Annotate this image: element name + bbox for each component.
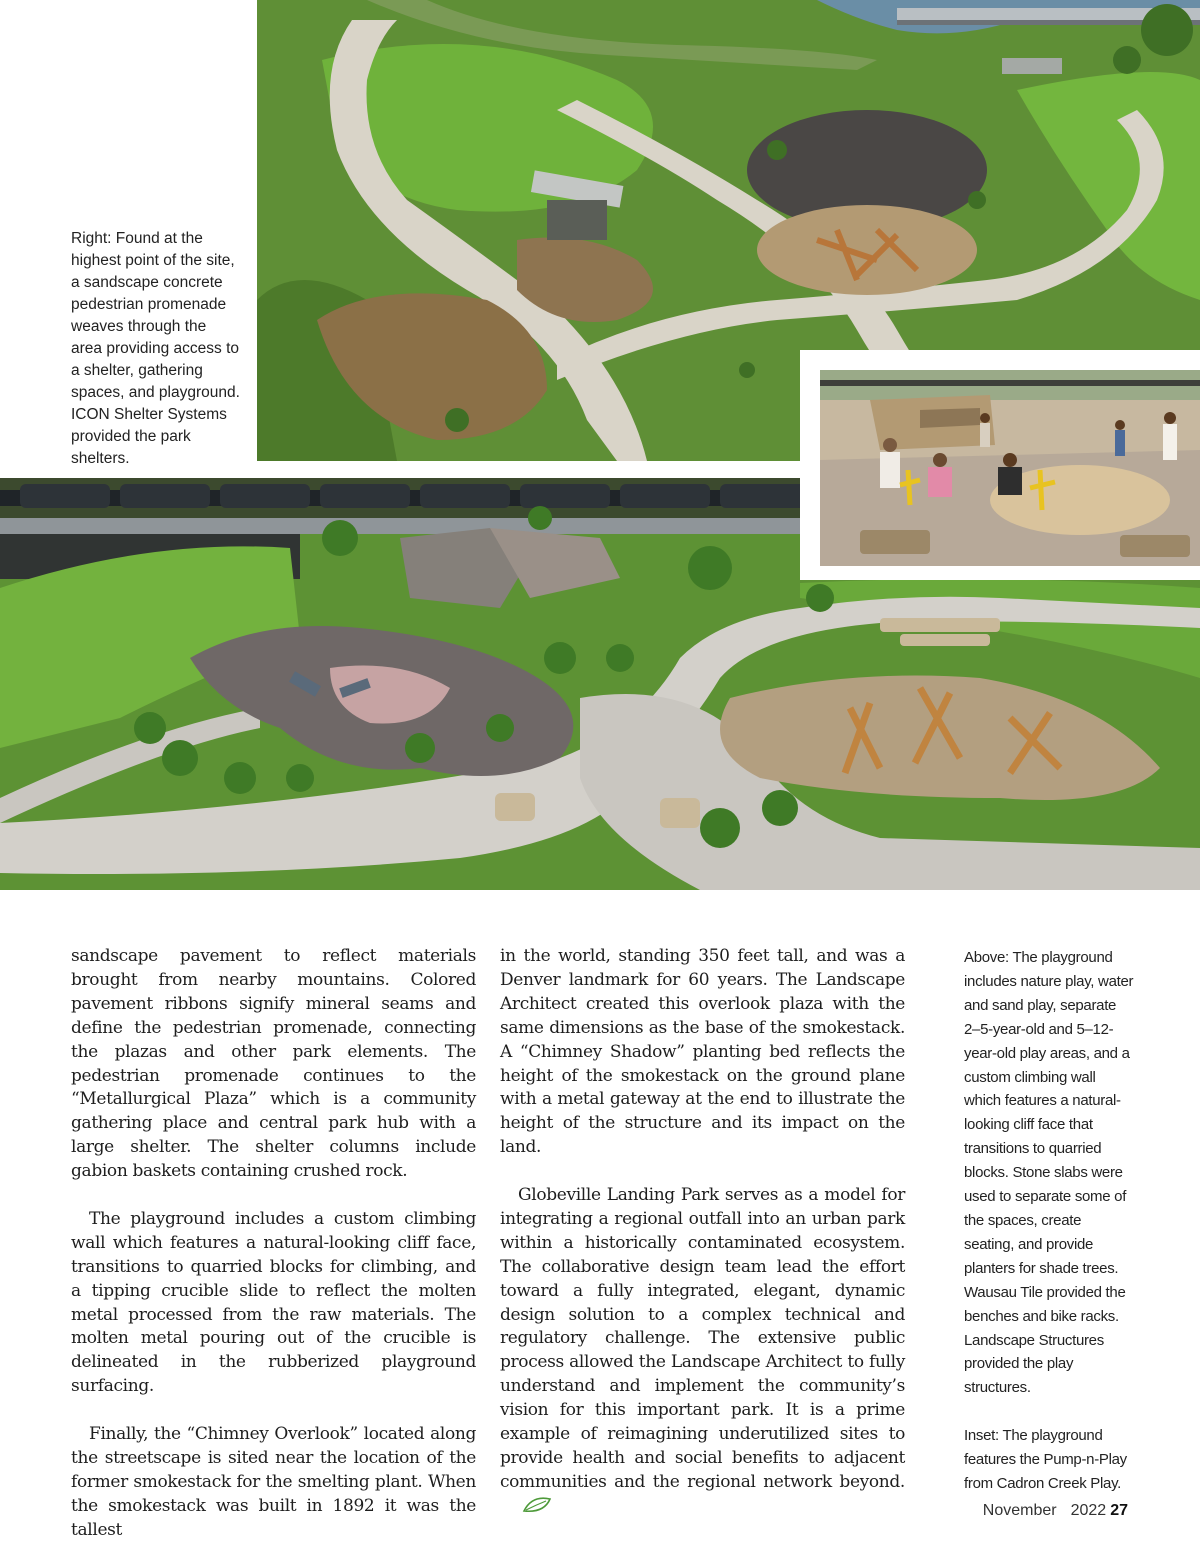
above-photo-caption: Above: The playground includes nature play, water and sand play, separate 2–5-year-old and 5–12-year-old play areas, and a custom climbing wall which features a natural-looking cliff face that transitions to quarried blocks. Stone slabs were used to separate some of the spaces, create seating, and provide planters for shade trees. Wausau Tile provided the benches and bike racks. Landscape Structures provided the play structures. (964, 949, 1134, 1397)
body-paragraph-final (500, 1184, 905, 1521)
body-paragraph: sandscape pavement to reflect materials brought from nearby mountains. Colored pavement ribbons signify mineral seams and define the pedestrian promenade, connecting the plazas and other park elements. The pedestrian promenade continues to the “Metallurgical Plaza” which is a community gathering place and central park hub with a large shelter. The shelter columns include gabion baskets containing crushed rock. (71, 946, 476, 1182)
side-caption (964, 946, 1134, 1520)
page-folio (983, 1502, 1128, 1520)
body-paragraph: in the world, standing 350 feet tall, and was a Denver landmark for 60 years. The Landscape Architect created this overlook plaza with the same dimensions as the base of the smokestack. A “Chimney Shadow” planting bed reflects the height of the smokestack on the ground plane with a metal gateway at the end to illustrate the height of the structure and its impact on the land. (500, 946, 905, 1158)
page-number: 27 (1110, 1502, 1128, 1519)
body-paragraph: Finally, the “Chimney Overlook” located along the streetscape is sited near the location of the former smokestack for the smelting plant. When the smokestack was built in 1892 it was the tallest (71, 1424, 476, 1540)
inset-photo-caption: Inset: The playground features the Pump-n-Play from Cadron Creek Play. (964, 1427, 1127, 1492)
inset-photo (800, 350, 1200, 580)
folio-month: November (982, 1502, 1057, 1519)
leaf-icon (504, 1497, 552, 1521)
top-photo-caption: Right: Found at the highest point of the site, a sandscape concrete pedestrian promenade weaves through the area providing access to a shelter, gathering spaces, and playground. ICON Shelter Systems provided the park shelters. (71, 230, 240, 467)
pump-n-play-illustration (820, 370, 1200, 566)
body-column-2 (500, 945, 905, 1545)
body-paragraph: The playground includes a custom climbing wall which features a natural-looking cliff face, transitions to quarried blocks for climbing, and a tipping crucible slide to reflect the molten metal processed from the raw materials. The molten metal pouring out of the crucible is delineated in the rubberized playground surfacing. (71, 1208, 476, 1397)
folio-year: 2022 (1070, 1502, 1107, 1519)
body-paragraph-text: Globeville Landing Park serves as a model for integrating a regional outfall into an urban park within a historically contaminated ecosystem. The collaborative design team lead the effort toward a fully integrated, elegant, dynamic design solution to a complex technical and regulatory challenge. The extensive public process allowed the Landscape Architect to fully understand and implement the community’s vision for this important park. It is a prime example of reimagining underutilized sites to provide health and social benefits to adjacent communities and the regional network beyond. (500, 1185, 905, 1492)
body-column-1 (71, 945, 476, 1567)
